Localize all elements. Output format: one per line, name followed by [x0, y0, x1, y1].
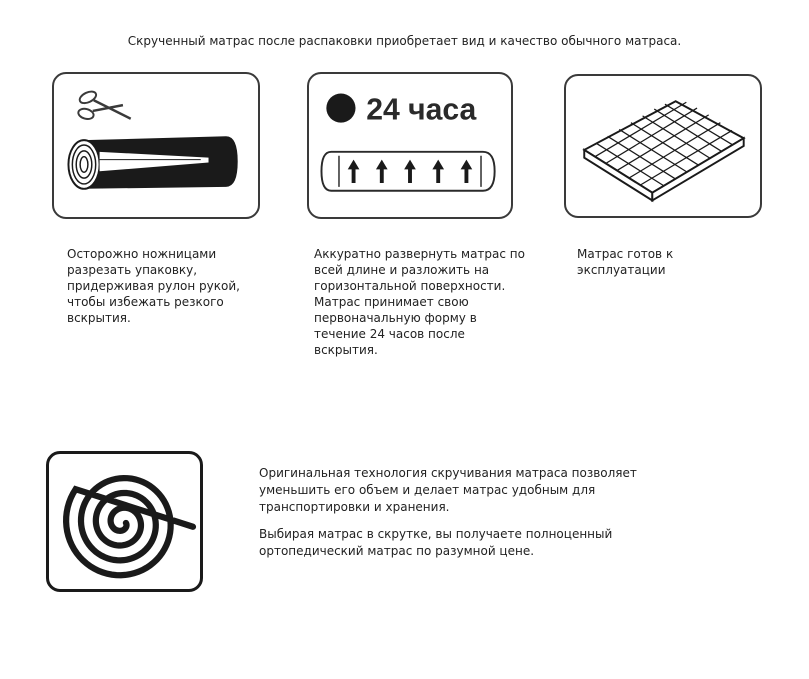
rolled-mattress-icon — [68, 136, 237, 189]
technology-paragraph-2: Выбирая матрас в скрутке, вы получаете полноценный ортопедический матрас по разумной цене. — [259, 527, 613, 558]
step-3-text: Матрас готов к эксплуатации — [577, 247, 674, 277]
hours-badge: 24 часа — [366, 93, 477, 127]
24-hours-unroll-icon — [309, 74, 511, 217]
spiral-roll-icon — [49, 454, 200, 589]
intro-text: Скрученный матрас после распаковки приобретает вид и качество обычного матраса. — [127, 34, 682, 48]
step-1-icon-card — [52, 72, 260, 219]
step-1-text: Осторожно ножницами разрезать упаковку, придерживая рулон рукой, чтобы избежать резкого вскрытия. — [67, 247, 240, 325]
scissors-icon — [77, 89, 131, 120]
unrolled-mattress-icon — [321, 152, 494, 191]
step-3-icon-card — [564, 74, 762, 218]
step-2-icon-card — [307, 72, 513, 219]
step-2-text-line-2: Матрас принимает свою первоначальную форму в течение 24 часов после вскрытия. — [314, 295, 477, 357]
step-2-text — [314, 246, 529, 358]
step-2-text-line-1: Аккуратно развернуть матрас по всей длине и разложить на горизонтальной поверхности. — [314, 247, 525, 293]
technology-description — [259, 465, 659, 570]
technology-paragraph-1: Оригинальная технология скручивания матраса позволяет уменьшить его объем и делает матрас удобным для транспортировки и хранения. — [259, 466, 637, 514]
clock-dot-icon — [326, 93, 355, 122]
scissors-cutting-roll-icon — [54, 74, 258, 217]
mattress-ready-icon — [566, 76, 760, 216]
technology-icon-card — [46, 451, 203, 592]
